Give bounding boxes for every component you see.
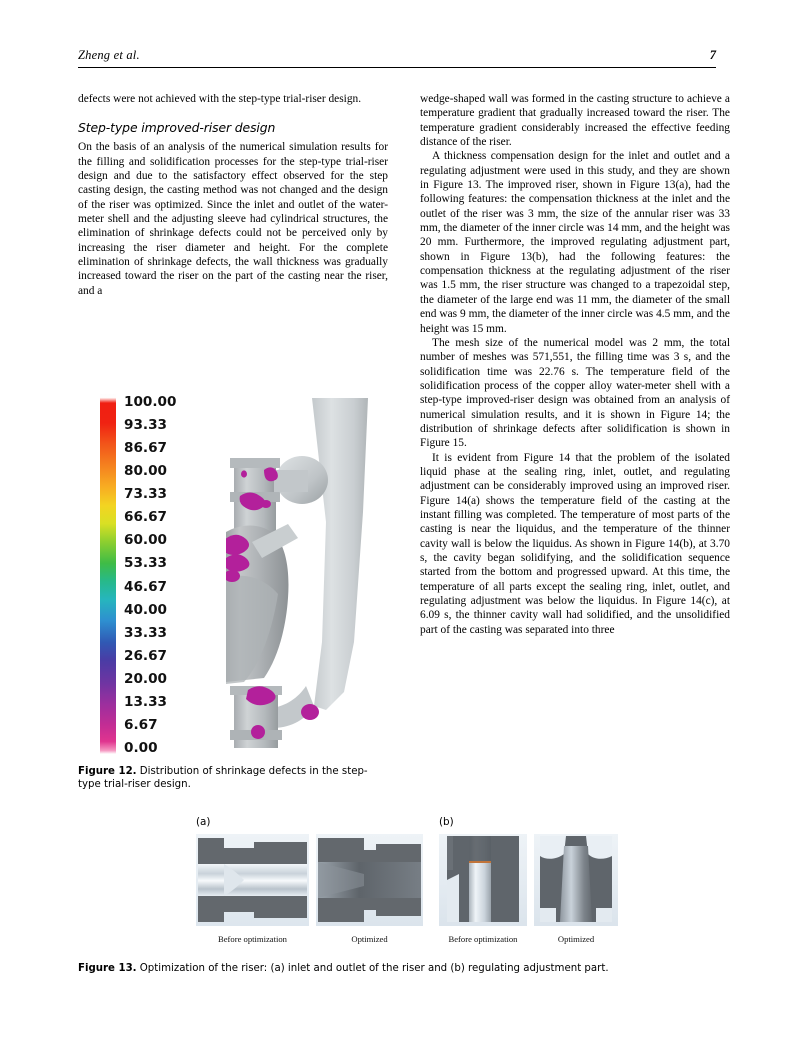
right-paragraph-4: It is evident from Figure 14 that the problem of the isolated liquid phase at the sealing ring, inlet, outlet, and regulating adjustment can be considerably improved using an improved riser. Figure 14(a) shows the temperature field of the casting at the instant filling was completed. The temperature of most parts of the casting is near the liquidus, and the temperature of the thinner cavity wall is below the liquidus. As shown in Figure 14(b), at 3.70 s, the cavity began solidifying, and the solidification sequence started from the bottom and progressed upward. At this time, the temperature of all parts except the sealing ring, inlet, outlet, and regulating adjustment was below the liquidus. In Figure 14(c), at 6.09 s, the thinner cavity wall had solidified, and the unsolidified part of the casting was separated into three (420, 451, 730, 636)
colorbar-tick-7: 53.33 (124, 555, 167, 572)
figure-13-image-b-before (439, 834, 527, 926)
colorbar-tick-14: 6.67 (124, 716, 158, 733)
figure-13-caption-text: Optimization of the riser: (a) inlet and outlet of the riser and (b) regulating adjustment part. (139, 963, 609, 974)
colorbar-tick-0: 100.00 (124, 394, 177, 410)
section-heading: Step-type improved-riser design (78, 120, 276, 136)
node-neck (274, 470, 308, 492)
colorbar-tick-10: 33.33 (124, 624, 167, 641)
colorbar-tick-13: 13.33 (124, 693, 167, 710)
casting-render (226, 392, 390, 758)
figure-13 (190, 816, 620, 956)
right-paragraph-3: The mesh size of the numerical model was 2 mm, the total number of meshes was 571,551, the filling time was 3 s, and the solidification time was 22.76 s. The temperature field of the solidification process of the copper alloy water-meter shell with a step-type improved-riser design was obtained from an analysis of numerical simulation results, and it is shown in Figure 14; the distribution of shrinkage defects after solidification is shown in Figure 15. (420, 336, 730, 450)
colorbar-tick-12: 20.00 (124, 670, 167, 687)
running-head-author: Zheng et al. (78, 48, 140, 62)
page-number: 7 (709, 48, 716, 62)
colorbar-tick-11: 26.67 (124, 647, 167, 664)
running-head (78, 48, 716, 68)
colorbar-tick-3: 80.00 (124, 463, 167, 480)
figure-13-panel-b-letter: (b) (439, 816, 454, 828)
figure-12-caption (78, 765, 390, 791)
figure-13-label-b-optimized: Optimized (557, 934, 595, 944)
figure-12-caption-text: Distribution of shrinkage defects in the step-type trial-riser design. (78, 766, 368, 791)
figure-13-label-a-before: Before optimization (218, 934, 287, 944)
colorbar (98, 394, 118, 754)
inlet-flange-top (230, 458, 280, 468)
left-paragraph-1: On the basis of an analysis of the numerical simulation results for the filling and solidification processes for the step-type trial-riser design and due to the satisfactory effect observed for the step casting design, the casting method was not changed and the design of the riser was optimized. Since the inlet and outlet of the water-meter shell and the adjusting sleeve had cylindrical structures, the elimination of shrinkage defects could not be perceived only by increasing the riser diameter and height. For the complete elimination of shrinkage defects, the wall thickness was gradually increased toward the riser on the part of the casting near the riser, and a (78, 141, 388, 297)
left-column (78, 92, 388, 298)
figure-13-panel-a-letter: (a) (196, 816, 211, 828)
figure-13-image-a-optimized (316, 834, 423, 926)
figure-13-label-b-before: Before optimization (448, 934, 518, 944)
figure-13-image-a-before (196, 834, 309, 926)
colorbar-tick-6: 60.00 (124, 532, 167, 549)
right-paragraph-continuation: wedge-shaped wall was formed in the casting structure to achieve a temperature gradient that gradually increased toward the riser. The temperature gradient considerably increased the effective feeding distance of the riser. (420, 93, 730, 149)
figure-12 (78, 388, 390, 760)
colorbar-tick-4: 73.33 (124, 486, 167, 503)
right-paragraph-2: A thickness compensation design for the inlet and outlet and a regulating adjustment were used in this study, and they are shown in Figure 13. The improved riser, shown in Figure 13(a), had the following features: the compensation thickness at the inlet and the outlet of the riser was 3 mm, the size of the annular riser was 33 mm, the diameter of the inner circle was 14 mm, and the height was 20 mm. Furthermore, the improved regulating adjustment part, shown in Figure 13(b), had the following features: the compensation thickness at the regulating adjustment of the riser was 1.5 mm, the riser structure was changed to a trapezoidal step, the diameter of the large end was 11 mm, the diameter of the small end was 9 mm, the diameter of the inner circle was 4.5 mm, and the height was 15 mm. (420, 150, 730, 335)
left-paragraph-continuation: defects were not achieved with the step-type trial-riser design. (78, 93, 362, 105)
riser-column (312, 398, 368, 710)
colorbar-tick-1: 93.33 (124, 417, 167, 434)
colorbar-tick-2: 86.67 (124, 440, 167, 457)
colorbar-tick-8: 46.67 (124, 578, 167, 595)
colorbar-tick-9: 40.00 (124, 601, 167, 618)
figure-13-label-a-optimized: Optimized (351, 934, 388, 944)
right-column (420, 92, 730, 637)
figure-12-caption-label: Figure 12. (78, 766, 137, 777)
figure-13-caption-label: Figure 13. (78, 963, 137, 974)
colorbar-tick-15: 0.00 (124, 740, 158, 756)
figure-13-caption (78, 962, 718, 975)
colorbar-tick-5: 66.67 (124, 509, 167, 526)
figure-13-image-b-optimized (534, 834, 618, 926)
colorbar-tick-labels (124, 388, 212, 760)
colorbar-gradient (100, 394, 116, 754)
